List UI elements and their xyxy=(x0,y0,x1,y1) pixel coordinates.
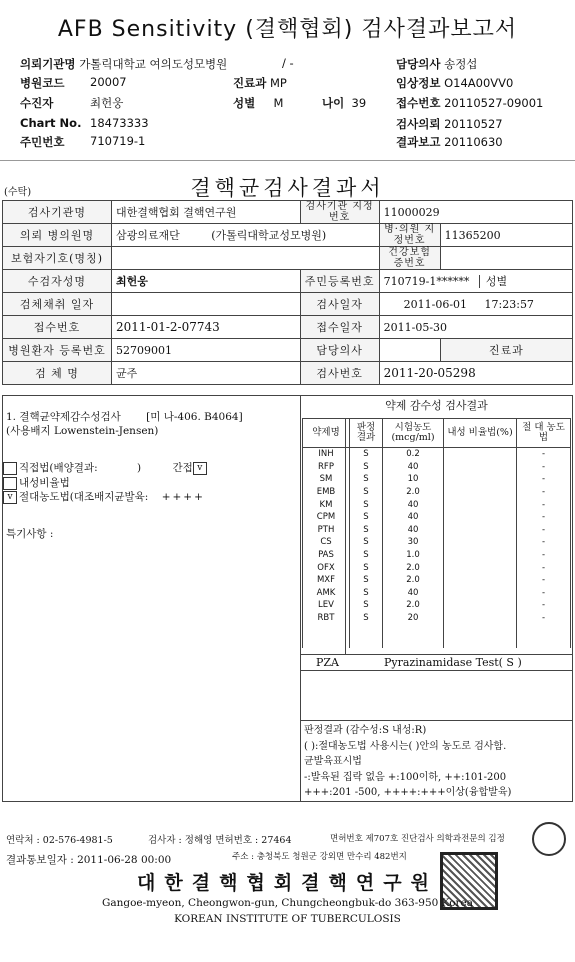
legend-line-2: ( ):절대농도법 사용시는( )안의 농도로 검사함. xyxy=(304,740,507,752)
drug-result: S xyxy=(350,561,383,574)
col-ratio: 내성 비율법(%) xyxy=(444,419,517,448)
value-specimen: 균주 xyxy=(112,362,301,385)
notify-date: 결과통보일자 : 2011-06-28 00:00 xyxy=(6,854,172,866)
drug-ratio xyxy=(444,574,517,587)
drug-result: S xyxy=(350,612,383,625)
value-age: 39 xyxy=(351,96,367,110)
abs-label: 절대농도법(대조배지균발육: xyxy=(19,491,149,503)
contact-phone: 연락처 : 02-576-4981-5 xyxy=(6,835,113,846)
value-hosp-reg: 52709001 xyxy=(112,339,301,362)
label-req-org: 의뢰 병의원명 xyxy=(3,224,112,247)
drug-concentration: 2.0 xyxy=(383,574,444,587)
drug-result: S xyxy=(350,524,383,537)
drug-result: S xyxy=(350,486,383,499)
drug-ratio xyxy=(444,587,517,600)
label-sex-field: 성별 xyxy=(479,275,507,288)
drug-name: KM xyxy=(303,498,350,511)
label-specimen: 검 체 명 xyxy=(3,362,112,385)
label-collect-date: 검체채취 일자 xyxy=(3,293,112,316)
col-drug: 약제명 xyxy=(303,419,350,448)
drug-absolute: - xyxy=(517,473,571,486)
label-dept: 진료과 xyxy=(233,76,267,90)
header-receipt xyxy=(396,95,543,111)
drug-absolute: - xyxy=(517,511,571,524)
left-panel xyxy=(2,395,300,802)
drug-row xyxy=(303,473,571,486)
label-test-no: 검사번호 xyxy=(300,362,379,385)
drug-ratio xyxy=(444,511,517,524)
rrn-text: 710719-1****** xyxy=(383,275,470,288)
pza-label: PZA xyxy=(316,656,339,669)
label-patient-name: 수검자성명 xyxy=(3,270,112,293)
drug-row xyxy=(303,599,571,612)
header-row-2 xyxy=(20,75,64,91)
label-patient: 수진자 xyxy=(20,96,54,110)
drug-absolute: - xyxy=(517,486,571,499)
header-sex xyxy=(233,95,283,111)
value-test-org-code: 11000029 xyxy=(379,201,572,224)
drug-result: S xyxy=(350,536,383,549)
value-doctor-field xyxy=(379,339,440,362)
value-chart: 18473333 xyxy=(90,116,149,130)
drug-ratio xyxy=(444,448,517,461)
empty-cell xyxy=(350,624,383,648)
page-title: AFB Sensitivity (결핵협회) 검사결과보고서 xyxy=(57,17,518,42)
drug-result: S xyxy=(350,498,383,511)
label-doctor-field: 담당의사 xyxy=(300,339,379,362)
drug-name: AMK xyxy=(303,587,350,600)
drug-absolute: - xyxy=(517,498,571,511)
ratio-checkbox[interactable] xyxy=(3,477,17,490)
drug-absolute: - xyxy=(517,536,571,549)
drug-absolute: - xyxy=(517,561,571,574)
header-doctor xyxy=(396,56,477,72)
empty-cell xyxy=(383,624,444,648)
direct-method-row xyxy=(3,460,209,475)
label-sex: 성별 xyxy=(233,96,256,110)
value-patient-name: 최헌웅 xyxy=(112,270,301,293)
drug-row xyxy=(303,536,571,549)
label-rrn: 주민번호 xyxy=(20,135,65,149)
label-hosp-reg: 병원환자 등록번호 xyxy=(3,339,112,362)
header-report-date xyxy=(396,134,503,150)
pza-divider xyxy=(345,418,346,654)
drug-result: S xyxy=(350,587,383,600)
drug-ratio xyxy=(444,461,517,474)
drug-row xyxy=(303,448,571,461)
drug-absolute: - xyxy=(517,587,571,600)
drug-table xyxy=(302,418,571,648)
direct-close: ) xyxy=(136,462,142,474)
label-test-org: 검사기관명 xyxy=(3,201,112,224)
label-age: 나이 xyxy=(322,96,345,110)
value-collect-date xyxy=(112,293,301,316)
report-title: 결핵균검사결과서 xyxy=(190,176,385,200)
drug-absolute: - xyxy=(517,574,571,587)
address-kr: 주소 : 충청북도 청원군 강외면 만수리 482번지 xyxy=(232,852,407,862)
req-org-name: 삼광의료재단 xyxy=(116,229,180,242)
value-hospital-code: 20007 xyxy=(90,75,127,89)
label-clinical: 임상정보 xyxy=(396,76,441,90)
label-doctor: 담당의사 xyxy=(396,57,441,71)
drug-row xyxy=(303,524,571,537)
inspector-info: 검사자 : 정해영 면허번호 : 27464 xyxy=(148,835,292,846)
ratio-method-row xyxy=(3,475,70,490)
drug-row xyxy=(303,511,571,524)
value-test-date xyxy=(379,293,572,316)
special-notes-label: 특기사항 : xyxy=(6,528,54,540)
label-request-date: 검사의뢰 xyxy=(396,117,441,131)
drug-name: LEV xyxy=(303,599,350,612)
header-clinical xyxy=(396,75,513,91)
abs-checkbox[interactable]: v xyxy=(3,491,17,504)
drug-concentration: 20 xyxy=(383,612,444,625)
drug-result: S xyxy=(350,549,383,562)
req-org-sub: (가톨릭대학교성모병원) xyxy=(211,229,327,242)
drug-name: RBT xyxy=(303,612,350,625)
drug-result: S xyxy=(350,448,383,461)
value-report-date: 20110630 xyxy=(444,135,503,149)
drug-ratio xyxy=(444,536,517,549)
specialist-stamp xyxy=(532,822,566,856)
legend-line-1: 판정결과 (감수성:S 내성:R) xyxy=(304,725,427,736)
label-receipt-date: 접수일자 xyxy=(300,316,379,339)
abs-method-row xyxy=(3,489,205,504)
label-health-ins: 건강보험 증번호 xyxy=(379,247,440,270)
drug-name: MXF xyxy=(303,574,350,587)
drug-ratio xyxy=(444,486,517,499)
label-rrn-full: 주민등록번호 xyxy=(300,270,379,293)
value-sex: M xyxy=(273,96,284,110)
drug-row xyxy=(303,612,571,625)
legend-box xyxy=(300,720,573,802)
col-concentration: 시험농도 (mcg/ml) xyxy=(383,419,444,448)
drug-absolute: - xyxy=(517,524,571,537)
legend-line-4: -:발육된 집락 없음 +:100이하, ++:101-200 xyxy=(304,771,507,783)
value-insured xyxy=(112,247,380,270)
header-dept xyxy=(233,75,287,91)
empty-cell xyxy=(303,624,350,648)
label-receipt: 접수번호 xyxy=(396,96,441,110)
drug-name: RFP xyxy=(303,461,350,474)
drug-concentration: 40 xyxy=(383,498,444,511)
drug-ratio xyxy=(444,524,517,537)
header-slash: / - xyxy=(282,56,294,70)
indirect-checkbox[interactable]: v xyxy=(193,462,207,475)
method-medium: (사용배지 Lowenstein-Jensen) xyxy=(6,425,159,437)
value-dept: MP xyxy=(269,76,287,90)
drug-ratio xyxy=(444,549,517,562)
drug-concentration: 40 xyxy=(383,461,444,474)
header-request-date xyxy=(396,116,503,132)
drug-name: OFX xyxy=(303,561,350,574)
direct-label: 직접법(배양결과: xyxy=(19,462,98,474)
col-result: 판정 결과 xyxy=(350,419,383,448)
drug-concentration: 2.0 xyxy=(383,486,444,499)
ratio-label: 내성비율법 xyxy=(19,477,70,489)
value-rrn-full xyxy=(379,270,572,293)
drug-row xyxy=(303,498,571,511)
drug-name: PTH xyxy=(303,524,350,537)
header-divider xyxy=(0,160,575,161)
header-row-5 xyxy=(20,134,64,150)
label-test-date: 검사일자 xyxy=(300,293,379,316)
value-health-ins xyxy=(440,247,572,270)
label-receipt-no: 접수번호 xyxy=(3,316,112,339)
drug-result: S xyxy=(350,473,383,486)
drug-row xyxy=(303,561,571,574)
direct-checkbox[interactable] xyxy=(3,462,17,475)
value-receipt-no: 2011-01-2-07743 xyxy=(112,316,301,339)
legend-line-5: +++:201 -500, ++++:+++이상(융합발육) xyxy=(304,787,512,798)
info-table xyxy=(2,200,573,385)
drug-absolute: - xyxy=(517,612,571,625)
test-time-text: 17:23:57 xyxy=(484,297,534,311)
value-test-no: 2011-20-05298 xyxy=(379,362,572,385)
drug-absolute: - xyxy=(517,599,571,612)
drug-concentration: 2.0 xyxy=(383,599,444,612)
method-line1 xyxy=(6,409,243,424)
drug-absolute: - xyxy=(517,549,571,562)
drug-concentration: 40 xyxy=(383,587,444,600)
label-requesting-org: 의뢰기관명 xyxy=(20,57,76,71)
drug-row xyxy=(303,549,571,562)
value-receipt-date: 2011-05-30 xyxy=(379,316,572,339)
label-test-org-code: 검사기관 지정번호 xyxy=(300,201,379,224)
method-title: 1. 결핵균약제감수성검사 xyxy=(6,411,121,423)
drug-name: CPM xyxy=(303,511,350,524)
legend-line-3: 균발육표시법 xyxy=(304,756,362,767)
label-report-date: 결과보고 xyxy=(396,135,441,149)
susceptibility-title: 약제 감수성 검사결과 xyxy=(385,399,488,412)
header-row-1 xyxy=(20,56,227,72)
drug-row-empty xyxy=(303,624,571,648)
col-absolute: 절 대 농도법 xyxy=(517,419,571,448)
drug-absolute: - xyxy=(517,448,571,461)
label-insured: 보험자기호(명칭) xyxy=(3,247,112,270)
drug-concentration: 0.2 xyxy=(383,448,444,461)
drug-ratio xyxy=(444,498,517,511)
drug-concentration: 30 xyxy=(383,536,444,549)
value-doctor: 송정섭 xyxy=(444,57,478,71)
drug-result: S xyxy=(350,511,383,524)
header-row-3 xyxy=(20,95,53,111)
value-req-org-code: 11365200 xyxy=(440,224,572,247)
specialist-license: 면허번호 제707호 진단검사 의학과전문의 김정 xyxy=(330,834,505,844)
drug-ratio xyxy=(444,612,517,625)
drug-concentration: 40 xyxy=(383,511,444,524)
drug-concentration: 10 xyxy=(383,473,444,486)
drug-ratio xyxy=(444,561,517,574)
label-dept-field: 진료과 xyxy=(440,339,572,362)
value-test-org: 대한결핵협회 결핵연구원 xyxy=(112,201,301,224)
indirect-label: 간접 xyxy=(172,462,193,474)
drug-name: PAS xyxy=(303,549,350,562)
drug-row xyxy=(303,587,571,600)
drug-name: CS xyxy=(303,536,350,549)
abs-value: ++++ xyxy=(161,491,205,503)
drug-concentration: 40 xyxy=(383,524,444,537)
drug-row xyxy=(303,461,571,474)
address-en: Gangoe-myeon, Cheongwon-gun, Chungcheongbuk-do 363-950 Korea xyxy=(101,897,474,909)
drug-ratio xyxy=(444,599,517,612)
label-hospital-code: 병원코드 xyxy=(20,76,65,90)
pza-row xyxy=(300,654,573,671)
value-receipt: 20110527-09001 xyxy=(444,96,544,110)
institute-name-kr: 대한결핵협회결핵연구원 xyxy=(137,872,438,894)
drug-concentration: 1.0 xyxy=(383,549,444,562)
drug-ratio xyxy=(444,473,517,486)
drug-name: INH xyxy=(303,448,350,461)
empty-cell xyxy=(517,624,571,648)
header-row-4 xyxy=(20,116,81,130)
drug-name: SM xyxy=(303,473,350,486)
drug-concentration: 2.0 xyxy=(383,561,444,574)
method-code: [미 나-406. B4064] xyxy=(146,411,243,423)
drug-name: EMB xyxy=(303,486,350,499)
drug-result: S xyxy=(350,574,383,587)
label-consignment: (수탁) xyxy=(4,187,32,198)
test-date-text: 2011-06-01 xyxy=(403,297,468,311)
value-requesting-org: 가톨릭대학교 여의도성모병원 xyxy=(79,57,228,71)
pza-value: Pyrazinamidase Test( S ) xyxy=(384,656,522,669)
drug-row xyxy=(303,574,571,587)
drug-table-body xyxy=(303,448,571,649)
drug-absolute: - xyxy=(517,461,571,474)
drug-row xyxy=(303,486,571,499)
label-chart: Chart No. xyxy=(20,116,82,130)
value-request-date: 20110527 xyxy=(444,117,503,131)
drug-result: S xyxy=(350,599,383,612)
institute-name-en: KOREAN INSTITUTE OF TUBERCULOSIS xyxy=(174,913,401,925)
value-req-org xyxy=(112,224,380,247)
value-clinical: O14A00VV0 xyxy=(444,76,514,90)
label-req-org-code: 병·의원 지정번호 xyxy=(379,224,440,247)
header-age xyxy=(322,95,366,111)
drug-result: S xyxy=(350,461,383,474)
empty-cell xyxy=(444,624,517,648)
value-rrn: 710719-1 xyxy=(90,134,146,148)
value-patient: 최헌웅 xyxy=(90,96,124,110)
